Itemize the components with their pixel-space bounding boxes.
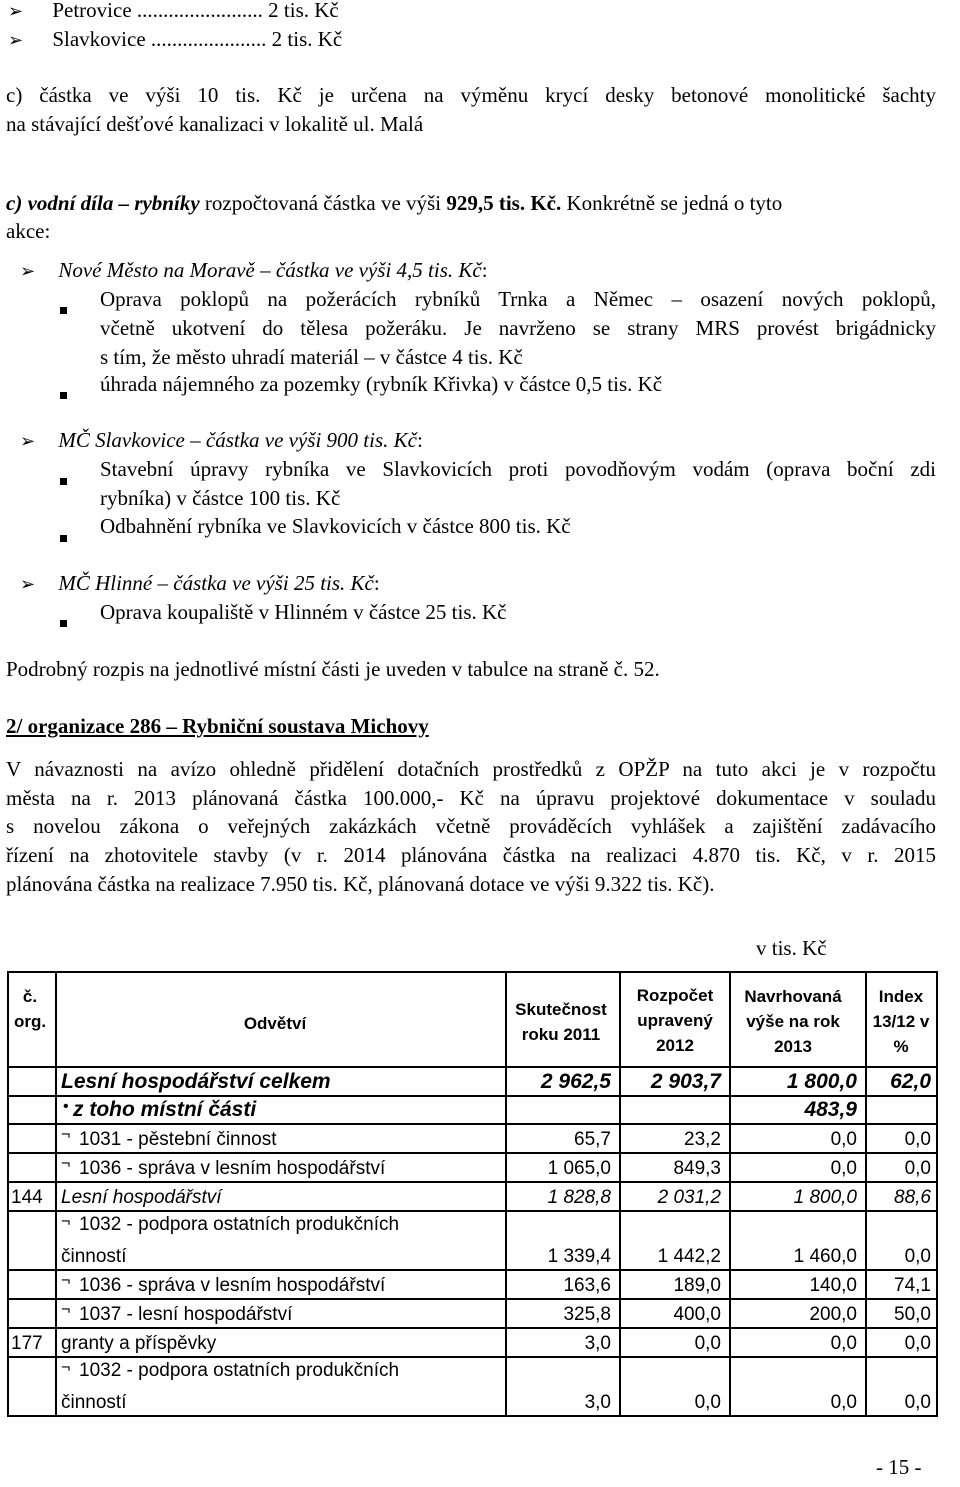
cell-rozp: 23,2 <box>684 1129 721 1150</box>
c-paragraph-line1: c) částka ve výši 10 tis. Kč je určena na výměnu krycí desky betonové monolitické šachty <box>6 83 936 107</box>
table-border <box>7 1095 938 1097</box>
list-item-slavkovice <box>8 27 342 52</box>
bullet-square-icon <box>60 295 67 320</box>
table-border <box>505 971 507 1416</box>
cell-navrh: 1 800,0 <box>793 1187 857 1208</box>
cell-navrh: 0,0 <box>830 1392 857 1413</box>
cell-navrh: 483,9 <box>804 1098 857 1121</box>
arrow-bullet-icon: ➢ <box>20 431 36 452</box>
group-title-text: Nové Město na Moravě – částka ve výši 4,5 tis. Kč <box>58 258 482 282</box>
group-title-text: MČ Hlinné – částka ve výši 25 tis. Kč <box>58 571 374 595</box>
list-item-text: Petrovice ........................ 2 tis. Kč <box>52 0 339 22</box>
row-label: 1032 - podpora ostatních produkčních <box>79 1360 400 1381</box>
header-org: č. org. <box>13 987 47 1031</box>
c-paragraph-line2: na stávající dešťové kanalizaci v lokalitě ul. Malá <box>6 112 424 136</box>
cell-skut: 3,0 <box>584 1333 611 1354</box>
sub-item-marker-icon: ¬ <box>61 1359 71 1376</box>
table-border <box>7 1123 938 1125</box>
vodni-dila-line2: akce: <box>6 219 51 243</box>
bullet-text: včetně ukotvení do tělesa požeráku. Je navrženo se strany MRS provést brigádnicky <box>100 316 936 340</box>
row-label: granty a příspěvky <box>61 1333 217 1354</box>
cell-idx: 62,0 <box>890 1070 931 1093</box>
row-label: Lesní hospodářství <box>61 1187 222 1208</box>
header-rozpocet: Rozpočet upravený 2012 <box>636 986 714 1055</box>
table-border <box>7 1415 938 1417</box>
vodni-dila-heading <box>6 191 782 216</box>
bullet-text: rybníka) v částce 100 tis. Kč <box>100 486 341 510</box>
cell-idx: 0,0 <box>904 1246 931 1267</box>
cell-navrh: 1 460,0 <box>793 1246 857 1267</box>
group-title-slavkovice: ➢ MČ Slavkovice – částka ve výši 900 tis. Kč: <box>20 428 423 452</box>
vodni-dila-title: c) vodní díla – rybníky <box>6 191 200 215</box>
vodni-dila-text: rozpočtovaná částka ve výši <box>199 191 447 215</box>
bullet-text: úhrada nájemného za pozemky (rybník Křivka) v částce 0,5 tis. Kč <box>100 372 663 396</box>
table-border <box>936 971 938 1416</box>
cell-skut: 163,6 <box>563 1275 611 1296</box>
cell-idx: 74,1 <box>894 1275 931 1296</box>
row-label-continued: činností <box>61 1392 127 1413</box>
cell-navrh: 200,0 <box>809 1304 857 1325</box>
table-border <box>7 1210 938 1212</box>
header-odvetvi: Odvětví <box>243 1014 307 1033</box>
bullet-text: Odbahnění rybníka ve Slavkovicích v částce 800 tis. Kč <box>100 514 571 538</box>
table-border <box>865 971 867 1416</box>
cell-idx: 0,0 <box>904 1158 931 1179</box>
cell-idx: 0,0 <box>904 1333 931 1354</box>
cell-rozp: 1 442,2 <box>657 1246 721 1267</box>
cell-skut: 1 339,4 <box>547 1246 611 1267</box>
table-border <box>7 1181 938 1183</box>
row-label: 1032 - podpora ostatních produkčních <box>79 1214 400 1235</box>
section2-line: s novelou zákona o veřejných zakázkách včetně prováděcích vyhlášek a zajištění zadávacího <box>6 814 936 838</box>
page-number: - 15 - <box>876 1455 922 1479</box>
bullet-square-icon <box>60 608 67 633</box>
sub-item-marker-icon: ¬ <box>61 1155 71 1172</box>
bullet-text: Stavební úpravy rybníka ve Slavkovicích proti povodňovým vodám (oprava boční zdi <box>100 457 936 481</box>
sub-item-marker-icon: ¬ <box>61 1301 71 1318</box>
vodni-dila-tail: Konkrétně se jedná o tyto <box>561 191 783 215</box>
header-navrhovana: Navrhovaná výše na rok 2013 <box>744 987 842 1056</box>
sub-item-marker-icon: ¬ <box>61 1126 71 1143</box>
cell-rozp: 0,0 <box>694 1392 721 1413</box>
cell-rozp: 2 903,7 <box>650 1070 721 1093</box>
bullet-square-icon <box>60 523 67 548</box>
table-border <box>7 1327 938 1329</box>
cell-skut: 2 962,5 <box>540 1070 611 1093</box>
table-border <box>7 1269 938 1271</box>
cell-idx: 0,0 <box>904 1392 931 1413</box>
header-skutecnost: Skutečnost roku 2011 <box>515 1000 607 1044</box>
group-title-text: MČ Slavkovice – částka ve výši 900 tis. Kč <box>58 428 417 452</box>
table-border <box>7 1356 938 1358</box>
cell-navrh: 0,0 <box>830 1333 857 1354</box>
cell-navrh: 140,0 <box>809 1275 857 1296</box>
group-title-hlinne: ➢ MČ Hlinné – částka ve výši 25 tis. Kč: <box>20 571 380 595</box>
table-border <box>7 971 938 973</box>
cell-navrh: 1 800,0 <box>786 1070 857 1093</box>
bullet-dot-icon: • <box>63 1098 69 1115</box>
cell-skut: 1 828,8 <box>547 1187 611 1208</box>
section2-title: 2/ organizace 286 – Rybniční soustava Michovy <box>6 714 429 738</box>
cell-skut: 3,0 <box>584 1392 611 1413</box>
cell-skut: 1 065,0 <box>547 1158 611 1179</box>
org-number: 177 <box>11 1333 43 1354</box>
table-border <box>7 1066 938 1068</box>
org-number: 144 <box>11 1187 43 1208</box>
detail-note: Podrobný rozpis na jednotlivé místní části je uveden v tabulce na straně č. 52. <box>6 657 660 681</box>
vodni-dila-amount: 929,5 tis. Kč. <box>446 191 562 215</box>
bullet-text: Oprava poklopů na požerácích rybníků Trnka a Němec – osazení nových poklopů, <box>100 287 936 311</box>
units-label: v tis. Kč <box>756 936 827 960</box>
bullet-text: Oprava koupaliště v Hlinném v částce 25 tis. Kč <box>100 600 507 624</box>
table-border <box>729 971 731 1416</box>
row-label: 1036 - správa v lesním hospodářství <box>79 1275 386 1296</box>
table-border <box>7 971 9 1416</box>
cell-idx: 88,6 <box>894 1187 931 1208</box>
row-label: 1031 - pěstební činnost <box>79 1129 277 1150</box>
cell-rozp: 400,0 <box>673 1304 721 1325</box>
row-label: Lesní hospodářství celkem <box>61 1070 331 1093</box>
cell-rozp: 849,3 <box>673 1158 721 1179</box>
cell-navrh: 0,0 <box>830 1129 857 1150</box>
row-label: 1037 - lesní hospodářství <box>79 1304 293 1325</box>
table-border <box>7 1298 938 1300</box>
section2-line: plánována částka na realizace 7.950 tis. Kč, plánovaná dotace ve výši 9.322 tis. Kč). <box>6 872 715 896</box>
section2-line: města na r. 2013 plánovaná částka 100.000,- Kč na úpravu projektové dokumentace v souladu <box>6 786 936 810</box>
cell-skut: 65,7 <box>574 1129 611 1150</box>
cell-rozp: 2 031,2 <box>657 1187 721 1208</box>
arrow-bullet-icon: ➢ <box>20 261 36 282</box>
cell-idx: 0,0 <box>904 1129 931 1150</box>
list-item-text: Slavkovice ...................... 2 tis. Kč <box>52 27 343 51</box>
row-label-continued: činností <box>61 1246 127 1267</box>
arrow-bullet-icon: ➢ <box>20 574 36 595</box>
bullet-text: s tím, že město uhradí materiál – v částce 4 tis. Kč <box>100 345 523 369</box>
cell-rozp: 0,0 <box>694 1333 721 1354</box>
sub-item-marker-icon: ¬ <box>61 1213 71 1230</box>
row-label: z toho místní části <box>73 1098 257 1121</box>
cell-navrh: 0,0 <box>830 1158 857 1179</box>
group-title-nove-mesto: ➢ Nové Město na Moravě – částka ve výši 4,5 tis. Kč: <box>20 258 488 282</box>
cell-idx: 50,0 <box>894 1304 931 1325</box>
sub-item-marker-icon: ¬ <box>61 1272 71 1289</box>
cell-rozp: 189,0 <box>673 1275 721 1296</box>
table-border <box>7 1152 938 1154</box>
header-index: Index 13/12 v % <box>872 987 930 1056</box>
cell-skut: 325,8 <box>563 1304 611 1325</box>
section2-line: V návaznosti na avízo ohledně přidělení dotačních prostředků z OPŽP na tuto akci je v rozpočtu <box>6 757 936 781</box>
arrow-bullet-icon: ➢ <box>8 30 24 51</box>
arrow-bullet-icon: ➢ <box>8 1 24 22</box>
section2-line: řízení na zhotovitele stavby (v r. 2014 plánována částka na realizaci 4.870 tis. Kč, v r. 2015 <box>6 843 936 867</box>
budget-table <box>7 971 938 1416</box>
table-border <box>619 971 621 1416</box>
bullet-square-icon <box>60 466 67 491</box>
bullet-square-icon <box>60 380 67 405</box>
row-label: 1036 - správa v lesním hospodářství <box>79 1158 386 1179</box>
list-item-petrovice <box>8 0 339 23</box>
table-border <box>55 971 57 1416</box>
